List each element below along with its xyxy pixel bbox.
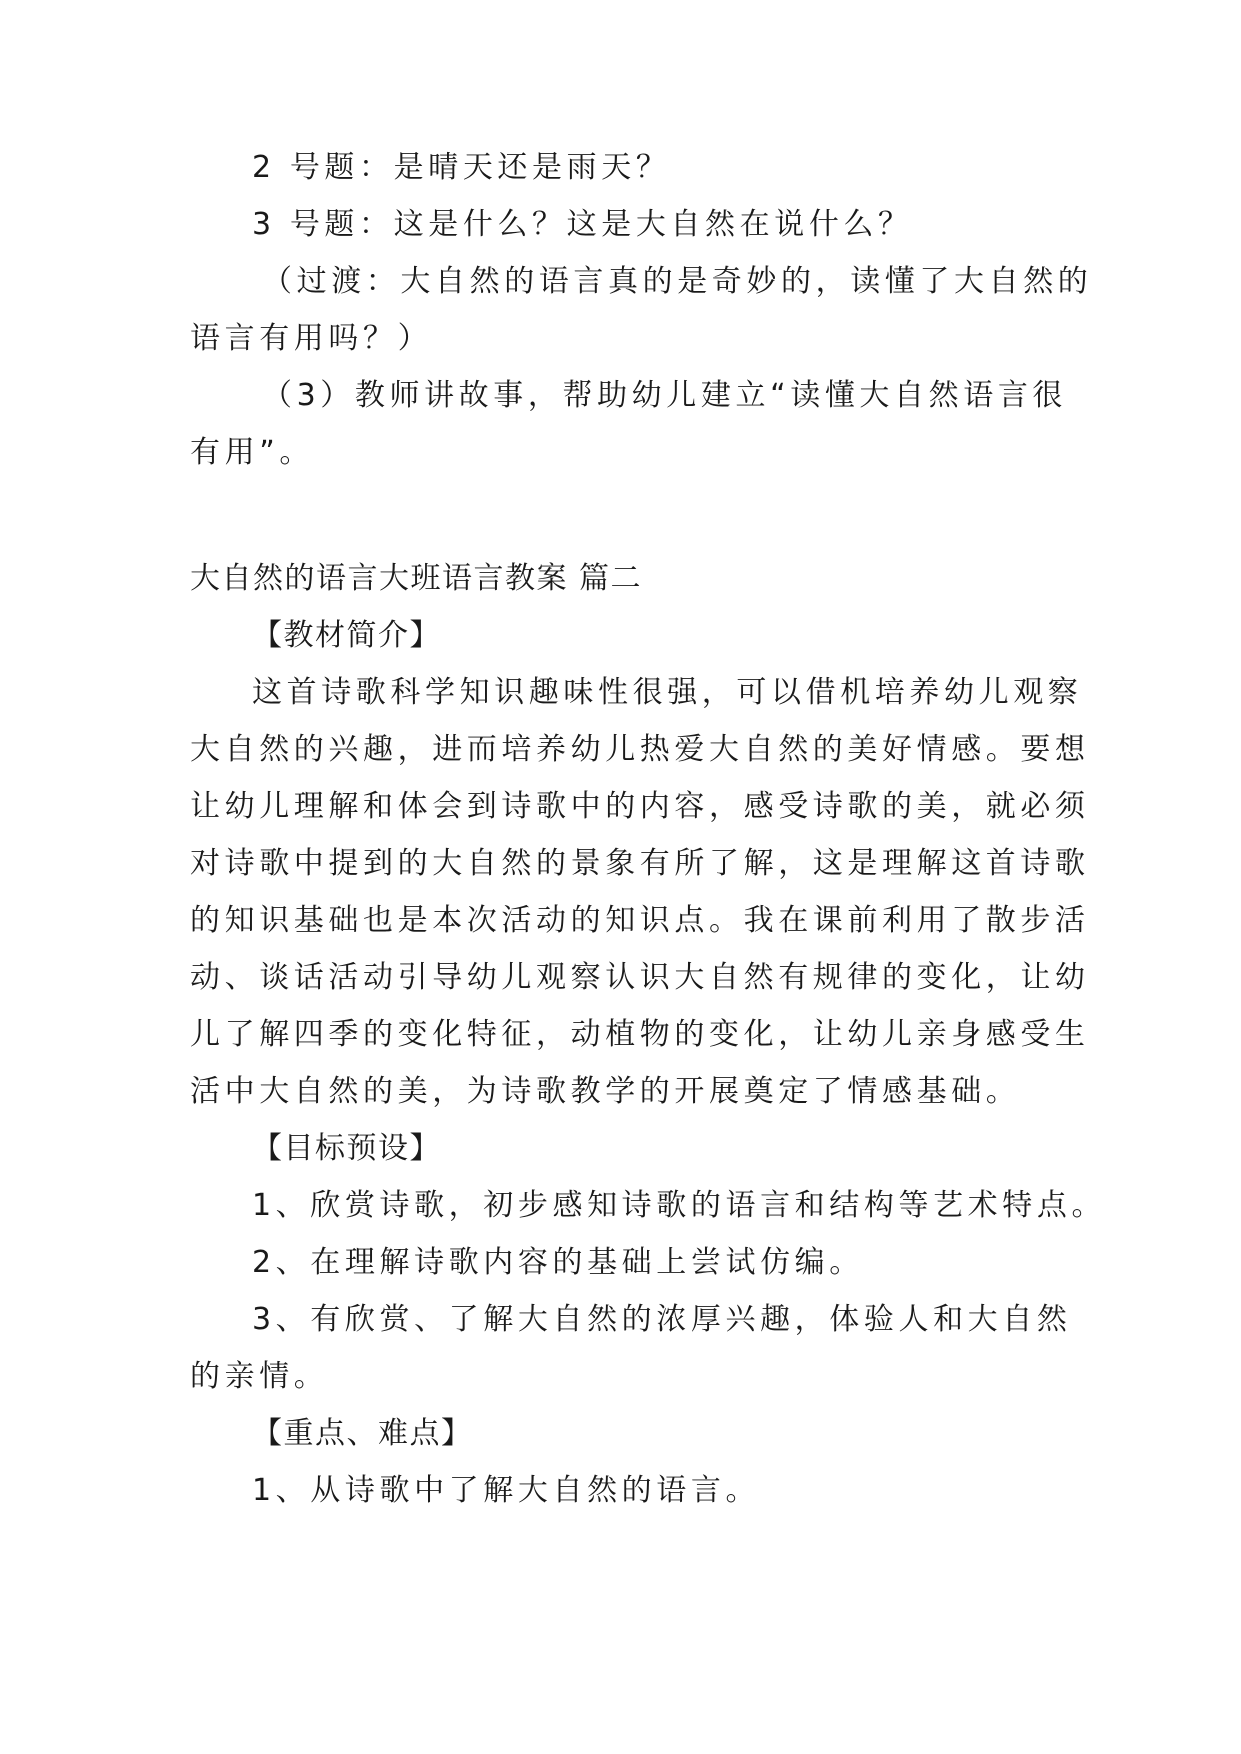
paragraph-line-2: 大自然的兴趣，进而培养幼儿热爱大自然的美好情感。要想 (190, 732, 1090, 767)
transition-line-2: 语言有用吗？） (190, 321, 433, 356)
story-line-1: （3）教师讲故事，帮助幼儿建立“读懂大自然语言很 (262, 378, 1068, 413)
section-title: 大自然的语言大班语言教案 篇二 (190, 561, 643, 596)
goal-item-1: 1、欣赏诗歌，初步感知诗歌的语言和结构等艺术特点。 (252, 1188, 1107, 1223)
heading-goals: 【目标预设】 (252, 1131, 441, 1166)
paragraph-line-6: 动、谈话活动引导幼儿观察认识大自然有规律的变化，让幼 (190, 960, 1090, 995)
paragraph-line-1: 这首诗歌科学知识趣味性很强，可以借机培养幼儿观察 (252, 675, 1083, 710)
question-2-line: 2 号题：是晴天还是雨天？ (252, 150, 671, 185)
transition-line-1: （过渡：大自然的语言真的是奇妙的，读懂了大自然的 (262, 264, 1093, 299)
story-line-2: 有用”。 (190, 435, 314, 470)
paragraph-line-4: 对诗歌中提到的大自然的景象有所了解，这是理解这首诗歌 (190, 846, 1090, 881)
heading-material-intro: 【教材简介】 (252, 618, 441, 653)
goal-item-3-line-2: 的亲情。 (190, 1359, 329, 1394)
heading-key-points: 【重点、难点】 (252, 1416, 473, 1451)
paragraph-line-3: 让幼儿理解和体会到诗歌中的内容，感受诗歌的美，就必须 (190, 789, 1090, 824)
question-3-line: 3 号题：这是什么？这是大自然在说什么？ (252, 207, 913, 242)
goal-item-3-line-1: 3、有欣赏、了解大自然的浓厚兴趣，体验人和大自然 (252, 1302, 1072, 1337)
paragraph-line-7: 儿了解四季的变化特征，动植物的变化，让幼儿亲身感受生 (190, 1017, 1090, 1052)
goal-item-2: 2、在理解诗歌内容的基础上尝试仿编。 (252, 1245, 864, 1280)
key-point-item-1: 1、从诗歌中了解大自然的语言。 (252, 1473, 761, 1508)
paragraph-line-8: 活中大自然的美，为诗歌教学的开展奠定了情感基础。 (190, 1074, 1021, 1109)
paragraph-line-5: 的知识基础也是本次活动的知识点。我在课前利用了散步活 (190, 903, 1090, 938)
